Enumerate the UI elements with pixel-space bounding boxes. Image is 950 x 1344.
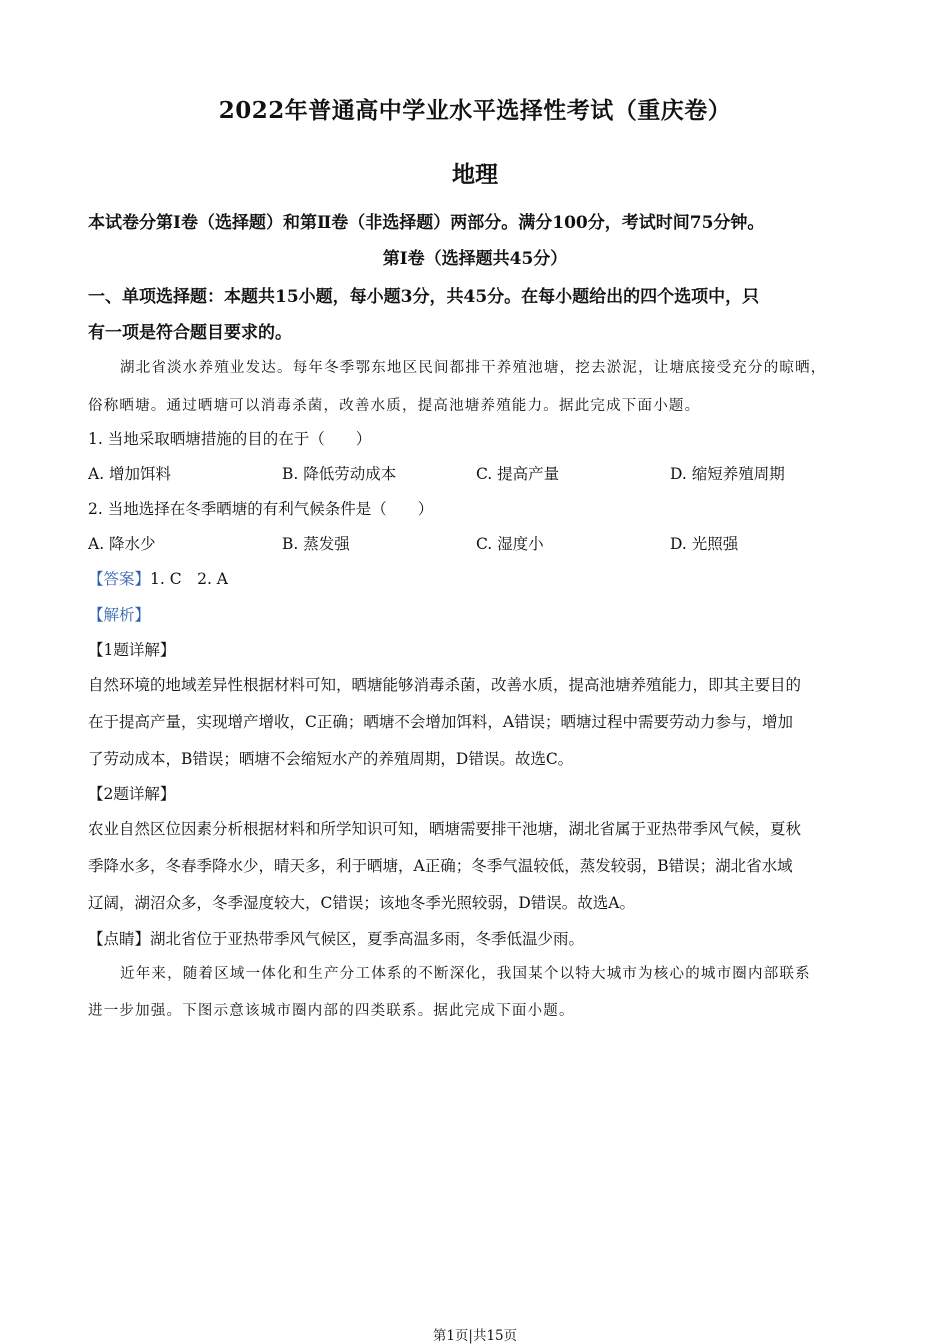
detail-2-tag: 【2题详解】 [88,785,176,803]
tip-text: 湖北省位于亚热带季风气候区，夏季高温多雨，冬季低温少雨。 [150,930,585,948]
option-b: B. 降低劳动成本 [282,465,397,483]
exam-title: 2022年普通高中学业水平选择性考试（重庆卷） [218,97,732,124]
section-heading-line1: 一、单项选择题：本题共15小题，每小题3分，共45分。在每小题给出的四个选项中，只 [88,287,760,307]
detail-1-line2: 在于提高产量，实现增产增收，C正确；晒塘不会增加饵料，A错误；晒塘过程中需要劳动力参与，增加 [88,713,794,731]
option-c: C. 提高产量 [476,465,560,483]
exam-instructions: 本试卷分第Ⅰ卷（选择题）和第Ⅱ卷（非选择题）两部分。满分100分，考试时间75分钟。 [88,213,765,233]
tip-line [88,927,584,949]
detail-1-line3: 了劳动成本，B错误；晒塘不会缩短水产的养殖周期，D错误。故选C。 [88,750,574,768]
detail-2-line3: 辽阔，湖沼众多，冬季湿度较大，C错误；该地冬季光照较弱，D错误。故选A。 [88,894,635,912]
option-d: D. 光照强 [670,535,739,553]
analysis-tag: 【解析】 [88,606,151,624]
detail-2-line1: 农业自然区位因素分析根据材料和所学知识可知，晒塘需要排干池塘，湖北省属于亚热带季风气候，夏秋 [88,820,802,838]
option-a: A. 降水少 [88,535,156,553]
page-number: 第1页|共15页 [432,1328,518,1344]
section-heading-line2: 有一项是符合题目要求的。 [88,323,292,343]
subject-title: 地理 [452,161,498,188]
option-d: D. 缩短养殖周期 [670,465,785,483]
option-c: C. 湿度小 [476,535,544,553]
detail-1-line1: 自然环境的地域差异性根据材料可知，晒塘能够消毒杀菌，改善水质，提高池塘养殖能力，即其主要目的 [88,676,802,694]
question-2-stem: 2. 当地选择在冬季晒塘的有利气候条件是（ ） [88,500,434,518]
tip-tag: 【点睛】 [88,930,151,948]
question-1-stem: 1. 当地采取晒塘措施的目的在于（ ） [88,430,372,448]
material-2-line2: 进一步加强。下图示意该城市圈内部的四类联系。据此完成下面小题。 [88,1003,575,1019]
answer-tag: 【答案】 [88,570,151,588]
answer-line [88,567,228,589]
material-1-line2: 俗称晒塘。通过晒塘可以消毒杀菌，改善水质，提高池塘养殖能力。据此完成下面小题。 [88,398,701,414]
option-b: B. 蒸发强 [282,535,350,553]
answer-text: 1. C 2. A [150,570,229,588]
part-heading: 第Ⅰ卷（选择题共45分） [382,249,568,269]
option-a: A. 增加饵料 [88,465,172,483]
material-1-line1: 湖北省淡水养殖业发达。每年冬季鄂东地区民间都排干养殖池塘，挖去淤泥，让塘底接受充分的晾晒， [120,360,827,376]
material-2-line1: 近年来，随着区域一体化和生产分工体系的不断深化，我国某个以特大城市为核心的城市圈内部联系 [120,966,811,982]
detail-2-line2: 季降水多，冬春季降水少，晴天多，利于晒塘，A正确；冬季气温较低，蒸发较弱，B错误；湖北省水域 [88,857,793,875]
detail-1-tag: 【1题详解】 [88,641,176,659]
